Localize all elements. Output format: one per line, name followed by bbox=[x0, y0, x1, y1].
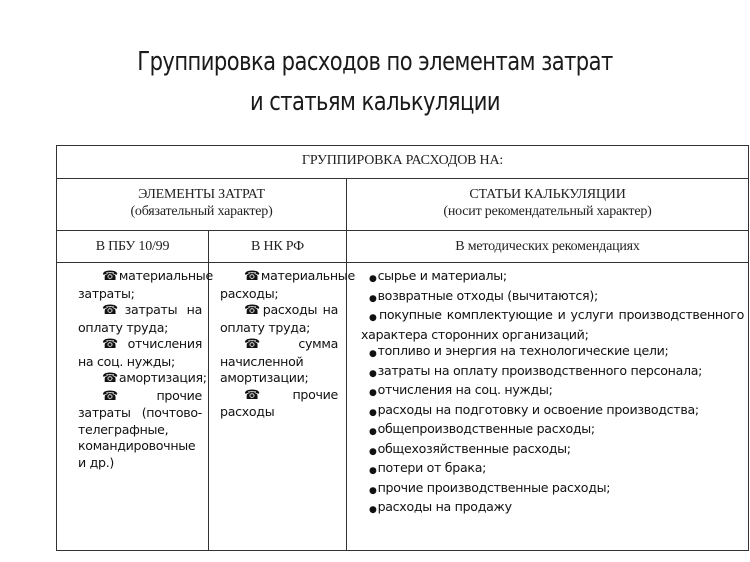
phone-icon: ☎ bbox=[244, 269, 260, 284]
list-item bbox=[78, 268, 213, 302]
list-item bbox=[361, 460, 744, 480]
group-header-calculation-items bbox=[347, 186, 748, 220]
divider bbox=[57, 230, 748, 231]
list-item-text: материальные затраты; bbox=[78, 268, 213, 301]
nk-list bbox=[220, 268, 355, 421]
bullet-icon: ● bbox=[369, 466, 377, 476]
list-item bbox=[361, 268, 744, 288]
list-item-text: затраты на оплату производственного персонала; bbox=[377, 362, 703, 378]
list-item-text: отчисления на соц. нужды; bbox=[377, 382, 553, 397]
list-item-text: расходы на оплату труда; bbox=[220, 302, 338, 335]
bullet-icon: ● bbox=[369, 407, 377, 418]
cost-grouping-table bbox=[56, 145, 749, 551]
bullet-icon: ● bbox=[369, 274, 377, 284]
bullet-icon: ● bbox=[369, 505, 377, 515]
list-item bbox=[361, 382, 744, 402]
column-header-pbu bbox=[57, 238, 208, 255]
title-line-1: Группировка расходов по элементам затрат bbox=[137, 47, 613, 77]
list-item-text: сумма начисленной амортизации; bbox=[220, 336, 338, 385]
group-note: (носит рекомендательный характер) bbox=[443, 204, 652, 219]
list-item-text: амортизация; bbox=[118, 370, 207, 385]
list-item-text: расходы на подготовку и освоение производства; bbox=[377, 401, 699, 417]
bullet-icon: ● bbox=[369, 313, 378, 323]
list-item-text: покупные комплектующие и услуги производственного характера сторонних организаций; bbox=[361, 307, 744, 342]
divider bbox=[346, 178, 347, 550]
list-item bbox=[220, 387, 338, 421]
group-label: ЭЛЕМЕНТЫ ЗАТРАТ bbox=[138, 187, 265, 202]
list-item bbox=[361, 343, 744, 363]
list-item bbox=[361, 499, 744, 519]
list-item-text: возвратные отходы (вычитаются); bbox=[377, 287, 598, 303]
list-item-text: сырье и материалы; bbox=[377, 268, 507, 283]
bullet-icon: ● bbox=[369, 388, 377, 398]
table-main-header-text: ГРУППИРОВКА РАСХОДОВ НА: bbox=[301, 153, 504, 168]
list-item bbox=[361, 421, 744, 441]
pbu-list bbox=[78, 268, 213, 471]
phone-icon: ☎ bbox=[102, 337, 127, 352]
bullet-icon: ● bbox=[369, 349, 377, 359]
list-item bbox=[220, 302, 338, 336]
group-note: (обязательный характер) bbox=[130, 204, 273, 219]
list-item-text: материальные расходы; bbox=[220, 268, 355, 301]
phone-icon: ☎ bbox=[102, 371, 118, 386]
list-item bbox=[361, 288, 744, 308]
list-item bbox=[361, 402, 744, 422]
phone-icon: ☎ bbox=[102, 269, 118, 284]
phone-icon: ☎ bbox=[244, 387, 292, 403]
list-item-text: прочие затраты (почтово-телеграфные, командировочные и др.) bbox=[78, 387, 202, 470]
list-item-text: затраты на оплату труда; bbox=[78, 302, 202, 335]
method-list bbox=[361, 268, 744, 519]
table-main-header bbox=[57, 152, 748, 169]
list-item bbox=[361, 480, 744, 500]
list-item-text: расходы на продажу bbox=[377, 499, 512, 514]
list-item bbox=[361, 307, 744, 343]
list-item bbox=[361, 363, 744, 383]
divider bbox=[57, 262, 748, 263]
phone-icon: ☎ bbox=[102, 303, 124, 318]
list-item-text: прочие производственные расходы; bbox=[377, 479, 611, 495]
column-header-text: В ПБУ 10/99 bbox=[95, 239, 170, 254]
bullet-icon: ● bbox=[369, 368, 377, 379]
list-item-text: общехозяйственные расходы; bbox=[377, 440, 571, 456]
bullet-icon: ● bbox=[369, 427, 377, 437]
list-item-text: отчисления на соц. нужды; bbox=[78, 336, 202, 369]
list-item-text: общепроизводственные расходы; bbox=[377, 421, 595, 436]
list-item bbox=[78, 336, 202, 370]
phone-icon: ☎ bbox=[102, 388, 156, 404]
list-item-text: топливо и энергия на технологические цели; bbox=[377, 343, 669, 358]
list-item bbox=[78, 370, 207, 388]
list-item-text: прочие расходы bbox=[220, 386, 338, 419]
column-header-text: В НК РФ bbox=[251, 239, 304, 254]
group-label: СТАТЬИ КАЛЬКУЛЯЦИИ bbox=[469, 187, 626, 202]
bullet-icon: ● bbox=[369, 446, 377, 457]
column-header-method bbox=[347, 238, 748, 255]
column-header-text: В методических рекомендациях bbox=[455, 239, 640, 254]
group-header-cost-elements bbox=[57, 186, 346, 220]
list-item bbox=[361, 441, 744, 461]
column-header-nk bbox=[209, 238, 346, 255]
bullet-icon: ● bbox=[369, 293, 377, 304]
title-line-2: и статьям калькуляции bbox=[249, 87, 501, 117]
list-item bbox=[78, 302, 202, 336]
divider bbox=[57, 178, 748, 179]
phone-icon: ☎ bbox=[244, 303, 262, 318]
bullet-icon: ● bbox=[369, 485, 377, 496]
phone-icon: ☎ bbox=[244, 337, 298, 352]
list-item bbox=[220, 336, 338, 387]
list-item bbox=[78, 388, 202, 472]
page-title bbox=[0, 42, 750, 122]
list-item-text: потери от брака; bbox=[377, 460, 487, 475]
list-item bbox=[220, 268, 355, 302]
